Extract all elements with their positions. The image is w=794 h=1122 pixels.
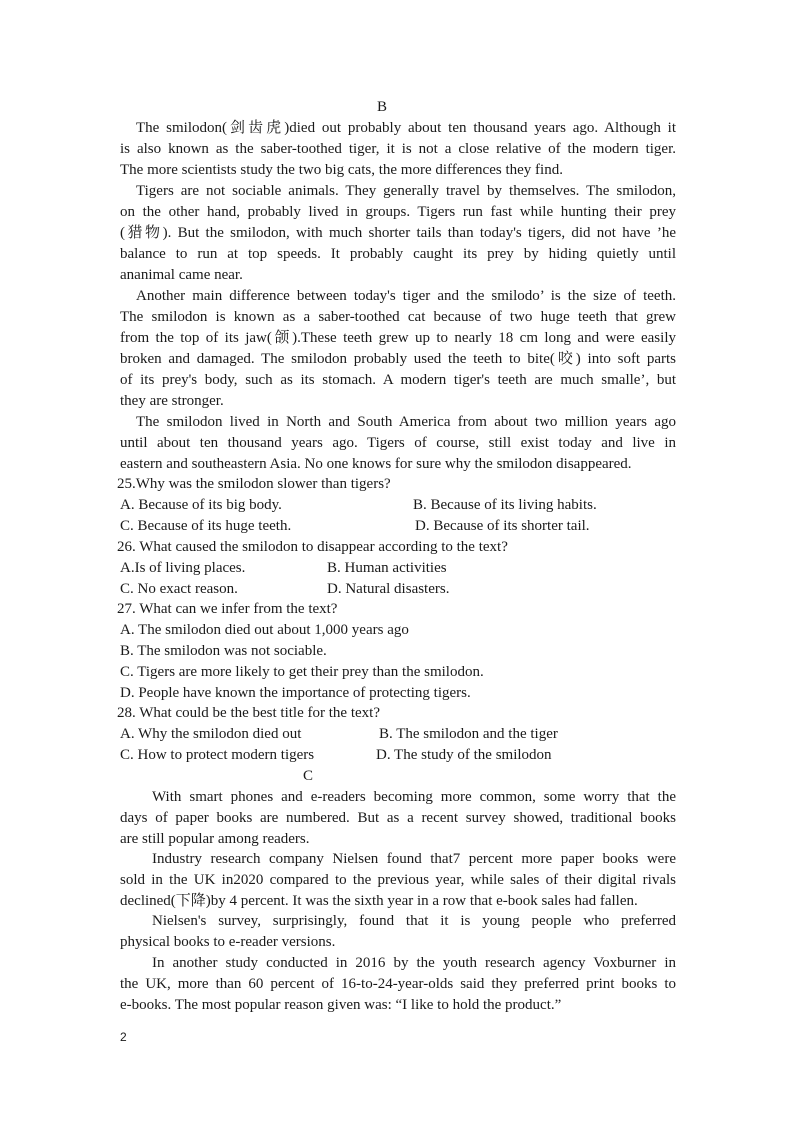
- text-line: of its prey's body, such as its stomach. A modern tiger's teeth are much smalle’, but: [120, 372, 676, 388]
- text-line: sold in the UK in2020 compared to the previous year, while sales of their digital rivals: [120, 872, 676, 888]
- text-line: on the other hand, probably lived in groups. Tigers run fast while hunting their prey: [120, 204, 676, 220]
- text-line: The smilodon(剑齿虎)died out probably about ten thousand years ago. Although it: [136, 120, 676, 136]
- option-d: D. People have known the importance of protecting tigers.: [120, 685, 471, 701]
- text-line: are still popular among readers.: [120, 831, 310, 847]
- text-line: (猎物). But the smilodon, with much shorter tails than today's tigers, did not have ’he: [120, 225, 676, 241]
- text-line: until about ten thousand years ago. Tigers of course, still exist today and live in: [120, 435, 676, 451]
- text-line: from the top of its jaw(颌).These teeth grew up to nearly 18 cm long and were easily: [120, 330, 676, 346]
- option-b: B. The smilodon was not sociable.: [120, 643, 327, 659]
- option-c: C. How to protect modern tigers: [120, 747, 315, 763]
- text-line: The smilodon is known as a saber-toothed cat because of two huge teeth that grew: [120, 309, 676, 325]
- text-line: is also known as the saber-toothed tiger, it is not a close relative of the modern tiger.: [120, 141, 676, 157]
- text-line: days of paper books are numbered. But as a recent survey showed, traditional books: [120, 810, 676, 826]
- question-stem: 28. What could be the best title for the text?: [117, 705, 380, 721]
- option-a: A.Is of living places.: [120, 560, 246, 576]
- text-line: e-books. The most popular reason given was: “I like to hold the product.”: [120, 997, 562, 1013]
- text-line: In another study conducted in 2016 by the youth research agency Voxburner in: [152, 955, 676, 971]
- question-stem: 27. What can we infer from the text?: [117, 601, 338, 617]
- text-line: Tigers are not sociable animals. They generally travel by themselves. The smilodon,: [136, 183, 676, 199]
- text-line: The smilodon lived in North and South America from about two million years ago: [136, 414, 676, 430]
- option-a: A. The smilodon died out about 1,000 years ago: [120, 622, 409, 638]
- text-line: the UK, more than 60 percent of 16-to-24-year-olds said they preferred print books to: [120, 976, 676, 992]
- text-line: eastern and southeastern Asia. No one knows for sure why the smilodon disappeared.: [120, 456, 632, 472]
- option-b: B. Human activities: [327, 560, 447, 576]
- option-a: A. Why the smilodon died out: [120, 726, 302, 742]
- section-b-heading: B: [377, 99, 388, 115]
- question-stem: 25.Why was the smilodon slower than tigers?: [117, 476, 391, 492]
- option-d: D. Natural disasters.: [327, 581, 450, 597]
- section-c-heading: C: [303, 768, 314, 784]
- option-d: D. The study of the smilodon: [376, 747, 552, 763]
- text-line: physical books to e-reader versions.: [120, 934, 336, 950]
- text-line: declined(下降)by 4 percent. It was the sixth year in a row that e-book sales had fallen.: [120, 893, 638, 909]
- text-line: Industry research company Nielsen found that7 percent more paper books were: [152, 851, 676, 867]
- option-d: D. Because of its shorter tail.: [415, 518, 590, 534]
- page-number: 2: [120, 1030, 127, 1044]
- text-line: Nielsen's survey, surprisingly, found that it is young people who preferred: [152, 913, 676, 929]
- option-c: C. Because of its huge teeth.: [120, 518, 292, 534]
- text-line: ananimal came near.: [120, 267, 243, 283]
- option-c: C. No exact reason.: [120, 581, 238, 597]
- text-line: balance to run at top speeds. It probably caught its prey by hiding quietly until: [120, 246, 676, 262]
- option-b: B. The smilodon and the tiger: [379, 726, 558, 742]
- text-line: broken and damaged. The smilodon probably used the teeth to bite(咬) into soft parts: [120, 351, 676, 367]
- text-line: they are stronger.: [120, 393, 224, 409]
- option-a: A. Because of its big body.: [120, 497, 282, 513]
- text-line: With smart phones and e-readers becoming more common, some worry that the: [152, 789, 676, 805]
- text-line: The more scientists study the two big cats, the more differences they find.: [120, 162, 563, 178]
- question-stem: 26. What caused the smilodon to disappear according to the text?: [117, 539, 508, 555]
- option-b: B. Because of its living habits.: [413, 497, 597, 513]
- option-c: C. Tigers are more likely to get their prey than the smilodon.: [120, 664, 484, 680]
- text-line: Another main difference between today's tiger and the smilodo’ is the size of teeth.: [136, 288, 676, 304]
